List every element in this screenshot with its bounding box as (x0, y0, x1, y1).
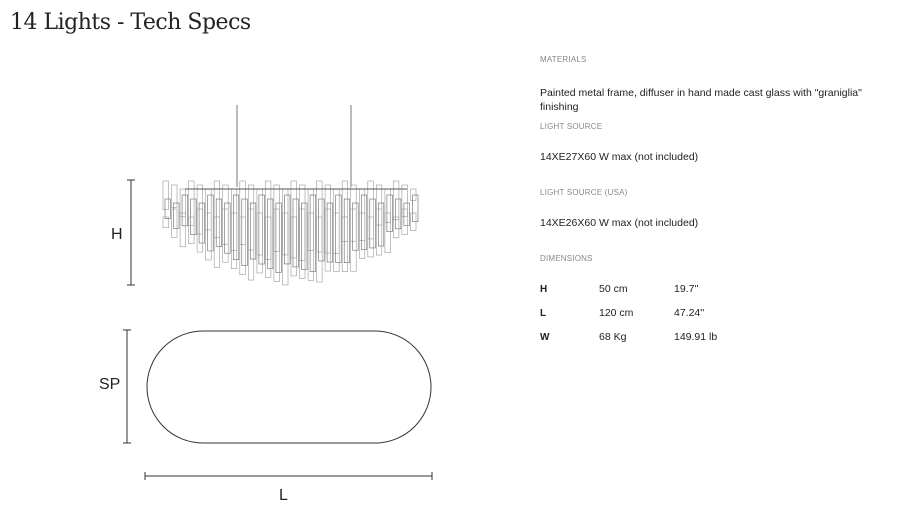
crystal-drop (302, 203, 308, 269)
crystal-drop (317, 181, 323, 252)
depth-dimension (123, 330, 131, 443)
crystal-drop (231, 189, 237, 251)
crystal-drop (174, 203, 180, 228)
crystal-drop (291, 181, 297, 258)
light-source-label: LIGHT SOURCE (540, 122, 603, 131)
crystal-drop (259, 195, 265, 264)
crystal-drop (189, 181, 195, 226)
crystal-drop (233, 195, 239, 260)
light-source-usa-label: LIGHT SOURCE (USA) (540, 188, 628, 197)
crystal-drop (248, 185, 254, 250)
crystal-drop (216, 199, 222, 246)
crystal-drop (197, 209, 203, 252)
crystal-drop (342, 181, 348, 242)
crystal-drop (300, 185, 306, 260)
crystal-drop (325, 209, 331, 271)
crystal-drop (206, 213, 212, 260)
crystal-drop (180, 189, 186, 217)
dimension-key: L (540, 307, 547, 319)
crystal-drop (214, 217, 220, 267)
crystal-drop (376, 185, 382, 225)
crystal-drop (283, 189, 289, 255)
dimensions-section (540, 253, 840, 349)
suspension-cables (237, 105, 351, 187)
crystal-drop (393, 217, 399, 238)
light-source-value: 14XE27X60 W max (not included) (540, 151, 699, 163)
crystal-drop (267, 199, 273, 268)
crystal-drop (334, 189, 340, 254)
crystal-drop (274, 185, 280, 251)
crystal-drop (378, 203, 384, 246)
crystal-drop (353, 203, 359, 250)
length-dimension (145, 472, 432, 480)
crystal-drop (223, 185, 229, 244)
crystal-drop (317, 217, 323, 282)
crystal-drop (223, 209, 229, 262)
crystal-drop (248, 209, 254, 280)
height-dimension (127, 180, 135, 285)
crystal-drop (265, 181, 271, 259)
crystal-drop (197, 185, 203, 234)
crystal-drop (370, 199, 376, 248)
crystal-drop (402, 185, 408, 216)
crystal-drop (361, 195, 367, 249)
crystal-drop (351, 185, 357, 241)
page-title: 14 Lights - Tech Specs (10, 10, 251, 35)
dimension-metric: 50 cm (599, 283, 628, 295)
crystal-drop (285, 195, 291, 264)
crystal-drop (225, 203, 231, 253)
light-source-section (540, 121, 698, 164)
dimension-metric: 68 Kg (599, 331, 627, 343)
dimension-row (540, 277, 754, 301)
crystal-drop (189, 217, 195, 244)
crystal-drop (300, 209, 306, 278)
dimension-key: W (540, 331, 550, 343)
light-source-usa-value: 14XE26X60 W max (not included) (540, 217, 699, 229)
length-label: L (279, 487, 288, 504)
chandelier-top-view (147, 331, 431, 443)
dimension-imperial: 47.24'' (674, 307, 705, 319)
dimension-imperial: 149.91 lb (674, 331, 718, 343)
crystal-drop (368, 217, 374, 257)
crystal-drop (404, 203, 410, 225)
height-label: H (111, 226, 123, 243)
crystal-drop (344, 199, 350, 263)
crystal-drop (172, 209, 178, 237)
crystal-drop (250, 203, 256, 259)
crystal-drop (359, 213, 365, 258)
crystal-drop (359, 189, 365, 240)
crystal-drop (240, 181, 246, 245)
technical-drawing (95, 95, 455, 515)
crystal-drop (402, 209, 408, 234)
crystal-drop (240, 217, 246, 275)
crystal-drop (276, 203, 282, 272)
crystal-drop (351, 209, 357, 271)
crystal-drop (393, 181, 399, 220)
crystal-drop (376, 209, 382, 255)
dimensions-table (540, 277, 754, 349)
crystal-drop (180, 213, 186, 247)
dimension-imperial: 19.7'' (674, 283, 699, 295)
crystal-drop (163, 181, 169, 210)
materials-label: MATERIALS (540, 55, 587, 64)
crystal-drop (325, 185, 331, 253)
dimension-row (540, 325, 754, 349)
crystal-drop (310, 195, 316, 271)
crystal-drop (242, 199, 248, 266)
crystal-drop (182, 195, 188, 226)
crystal-drops (163, 181, 418, 285)
dimension-key: H (540, 283, 548, 295)
crystal-drop (336, 195, 342, 263)
crystal-drop (283, 213, 289, 285)
crystal-drop (387, 195, 393, 232)
light-source-usa-section (540, 187, 698, 230)
crystal-drop (308, 213, 314, 280)
dimension-metric: 120 cm (599, 307, 634, 319)
materials-value: Painted metal frame, diffuser in hand made cast glass with "graniglia" finishing (540, 87, 862, 113)
crystal-drop (385, 213, 391, 253)
crystal-drop (231, 213, 237, 269)
crystal-drop (395, 199, 401, 229)
crystal-drop (172, 185, 178, 207)
crystal-drop (342, 217, 348, 272)
crystal-drop (274, 209, 280, 281)
dimension-row (540, 301, 754, 325)
crystal-drop (413, 195, 419, 222)
crystal-drop (308, 189, 314, 250)
crystal-drop (319, 199, 325, 261)
crystal-drop (293, 199, 299, 267)
dimensions-label: DIMENSIONS (540, 254, 593, 263)
crystal-drop (368, 181, 374, 239)
depth-label: SP (99, 376, 121, 393)
crystal-drop (208, 195, 214, 251)
crystal-drop (257, 189, 263, 255)
crystal-drop (165, 199, 171, 219)
crystal-drop (385, 189, 391, 223)
chandelier-front-view (163, 181, 418, 285)
materials-section (540, 54, 895, 114)
